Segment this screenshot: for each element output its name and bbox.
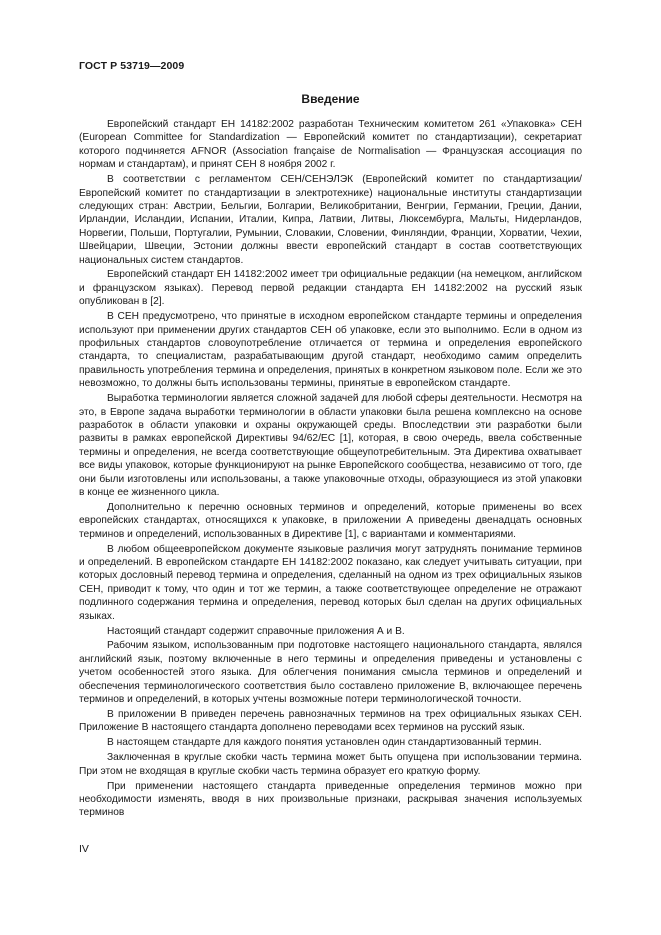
- paragraph: Настоящий стандарт содержит справочные приложения А и В.: [107, 625, 405, 637]
- paragraph: Дополнительно к перечню основных терминов и определений, которые применены во всех европейских стандартах, относящихся к упаковке, в приложении А приведены двенадцать основных терминов и определений, использованных в Директиве [1], с вариантами и комментариями.: [79, 501, 582, 540]
- paragraph: В настоящем стандарте для каждого понятия установлен один стандартизованный термин.: [107, 737, 542, 749]
- paragraph: Заключенная в круглые скобки часть термина может быть опущена при использовании термина. При этом не входящая в круглые скобки часть термина образует его краткую форму.: [79, 752, 582, 777]
- paragraph: При применении настоящего стандарта приведенные определения терминов можно при необходимости изменять, вводя в них произвольные признаки, раскрывая значения используемых терминов: [79, 780, 582, 819]
- section-title: Введение: [301, 92, 360, 106]
- paragraph: В соответствии с регламентом СЕН/СЕНЭЛЭК (Европейский комитет по стандартизации/Европейский комитет по стандартизации в электротехнике) национальные институты стандартизации следующих стран: Австрии, Бельгии, Болгарии, Великобритании, Венгрии, Германии, Греции, Дании, Ирландии, Исландии, Испании, Италии, Кипра, Латвии, Литвы, Люксембурга, Мальты, Нидерландов, Норвегии, Польши, Португалии, Румынии, Словакии, Словении, Финляндии, Франции, Хорватии, Чехии, Швейцарии, Швеции, Эстонии должны ввести европейский стандарт в состав соответствующих национальных систем стандартов.: [79, 174, 582, 266]
- paragraph: В приложении В приведен перечень равнозначных терминов на трех официальных языках СЕН. Приложение В настоящего стандарта дополнено переводами всех терминов на русский язык.: [79, 708, 582, 734]
- document-id: ГОСТ Р 53719—2009: [79, 60, 185, 72]
- page-number: IV: [79, 843, 89, 855]
- paragraph: Рабочим языком, использованным при подготовке настоящего национального стандарта, являлся английский язык, поэтому включенные в него термины и определения приведены и установлены с учетом особенностей этого языка. Для облегчения понимания смысла терминов и определений и обеспечения терминологического соответствия было составлено приложение В, включающее перечень терминов и определений, в которых учтены возможные потери терминологической точности.: [79, 640, 582, 706]
- paragraph: В любом общеевропейском документе языковые различия могут затруднять понимание терминов и определений. В европейском стандарте ЕН 14182:2002 показано, как следует учитывать ситуации, при которых дословный перевод термина и определения, сделанный на одном из трех официальных языков СЕН, приводит к тому, что один и тот же термин, а также соответствующее определение не отражают подлинного содержания термина и определения, перевод которых был сделан на других официальных языках.: [79, 543, 582, 622]
- paragraph: Европейский стандарт ЕН 14182:2002 разработан Техническим комитетом 261 «Упаковка» СЕН (European Committee for Standardization — Европейский комитет по стандартизации), секретариат которого подчиняется AFNOR (Association française de Normalisation — Французская ассоциация по нормам и стандартам), и принят СЕН 8 ноября 2002 г.: [79, 119, 582, 171]
- paragraph: В СЕН предусмотрено, что принятые в исходном европейском стандарте термины и определения используют при применении других стандартов СЕН об упаковке, если это выполнимо. Если в одном из профильных стандартов словоупотребление отличается от термина и определения европейского стандарта, то специалистам, разрабатывающим другой стандарт, необходимо самим определить правильность употребления термина и определения, принятых в конкретном языковом поле. Если же это невозможно, то должны быть использованы термины, принятые в европейском стандарте.: [79, 311, 582, 390]
- paragraph: Выработка терминологии является сложной задачей для любой сферы деятельности. Несмотря на это, в Европе задача выработки терминологии в области упаковки была решена комплексно на основе разработок в области упаковки и охраны окружающей среды. Впоследствии эти разработки были развиты в рамках европейской Директивы 94/62/ЕС [1], которая, в свою очередь, ввела собственные термины и определения, не всегда соответствующие общеупотребительным. Эта Директива охватывает все виды упаковок, которые функционируют на рынке Европейского сообщества, независимо от того, где они были изготовлены или использованы, а также упаковочные отходы, образующиеся из этой упаковки в конце ее жизненного цикла.: [79, 393, 582, 498]
- body-text: [79, 118, 582, 820]
- paragraph: Европейский стандарт ЕН 14182:2002 имеет три официальные редакции (на немецком, английском и французском языках). Перевод первой редакции стандарта ЕН 14182:2002 на русский язык опубликован в [2].: [79, 269, 582, 308]
